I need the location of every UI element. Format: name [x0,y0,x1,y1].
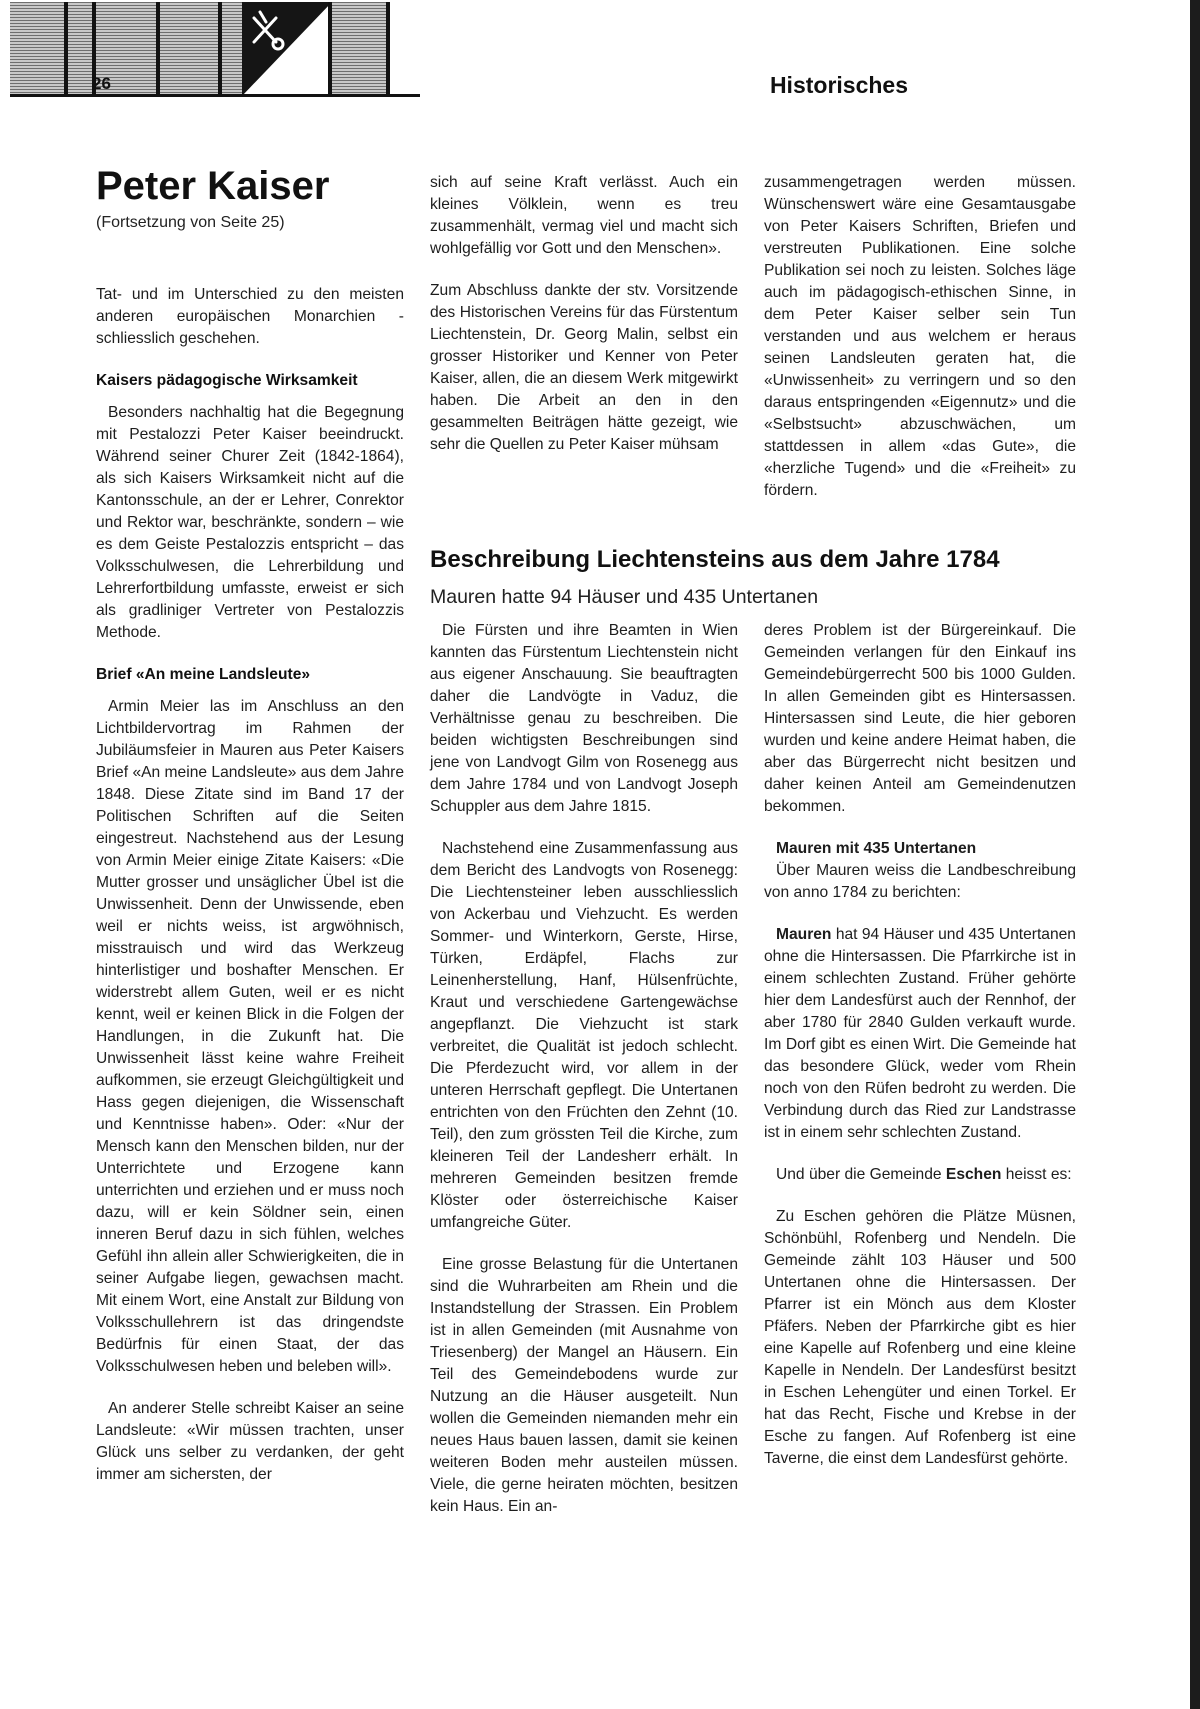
paragraph-brief: Armin Meier las im Anschluss an den Lichtbildervortrag im Rahmen der Jubiläumsfeier in Mauren aus Peter Kaisers Brief «An meine Landsleute» aus dem Jahre 1848. Diese Zitate sind im Band 17 der Politischen Schriften auf die Seiten eingestreut. Nachstehend aus der Lesung von Armin Meier einige Zitate Kaisers: «Die Mutter grosser und unsäglicher Übel ist die Unwissenheit. Denn der Unwissende, eben weil er nichts weiss, ist argwöhnisch, misstrauisch und wird das Werkzeug hinterlistiger und boshafter Menschen. Er widerstrebt allem Guten, weil er es nicht kennt, weil er keinen Blick in die Folgen der Handlungen, in die Zukunft hat. Die Unwissenheit lässt keine wahre Freiheit aufkommen, sie erzeugt Gleichgültigkeit und Hass gegen diejenigen, die Wissenschaft und Kenntnisse haben». Oder: «Nur der Mensch kann den Menschen bilden, nur der Unterrichtete und Erzogene kann unterrichten und erziehen und er muss noch dazu, will er kein Söldner sein, einen inneren Beruf dazu in sich fühlen, welches Gefühl ihn allein aller Schwierigkeiten, die in seiner Aufgabe liegen, gewachsen macht. Mit einem Wort, eine Anstalt zur Bildung von Volksschullehrern ist das dringendste Bedürfnis für einen Staat, der das Volksschulwesen heben und beleben will». [96,698,404,1375]
section-title: Historisches [769,72,908,98]
paragraph-gesamtausgabe: zusammengetragen werden müssen. Wünschenswert wäre eine Gesamtausgabe von Peter Kaisers Schriften, Briefen und verstreuten Publikationen. Eine solche Publikation sei noch zu leisten. Solches läge auch im pädagogisch-ethischen Sinne, in dem Peter Kaiser selber sein Tun verstanden und aus welchem er heraus seinen Landsleuten geraten hat, die «Unwissenheit» zu verringern und so den daraus entspringenden «Eigennutz» und die «Selbstsucht» abzuschwächen, um stattdessen in allem «das Gute», die «herzliche Tugend» und die «Freiheit» zu fördern. [764,174,1076,499]
eschen-intro-text: Und über die Gemeinde [776,1166,942,1183]
paragraph-paedagogik: Besonders nachhaltig hat die Begegnung mit Pestalozzi Peter Kaiser beeindruckt. Während seiner Churer Zeit (1842-1864), als sich Kaisers Wirksamkeit nicht auf die Kantonsschule, an der er Lehrer, Conrektor und Rektor war, beschränkte, sondern – wie es dem Geiste Pestalozzis entspricht – das Volksschulwesen, die Lehrerbildung und Lehrerfortbildung umfasste, erweist er sich als gradliniger Vertreter von Pestalozzis Methode. [96,404,404,641]
article2-subheadline: Mauren hatte 94 Häuser und 435 Untertanen [430,586,819,608]
intro-paragraph: Tat- und im Unterschied zu den meisten anderen europäischen Monarchien - schliesslich geschehen. [96,286,404,347]
paragraph-eschen-intro [764,1164,1076,1186]
column-middle-bottom [430,620,738,1518]
eschen-intro-end: heisst es: [1005,1166,1072,1183]
article2-headline: Beschreibung Liechtensteins aus dem Jahre 1784 [430,546,1000,573]
paragraph-landbeschreibung: Über Mauren weiss die Landbeschreibung von anno 1784 zu berichten: [764,862,1076,901]
column-right-top [764,172,1076,502]
paragraph-zusammenfassung: Nachstehend eine Zusammenfassung aus dem Bericht des Landvogts von Rosenegg: Die Liechtensteiner leben ausschliesslich von Ackerbau und Viehzucht. Es werden Sommer- und Winterkorn, Gerste, Hirse, Türken, Erdäpfel, Flachs zur Leinenherstellung, Hanf, Hülsenfrüchte, Kraut und verschiedene Gartengewächse angepflanzt. Die Viehzucht ist stark verbreitet, die Qualität ist jedoch schlecht. Die Pferdezucht wird, vor allem in der unteren Herrschaft gepflegt. Die Untertanen entrichten von den Früchten den Zehnt (10. Teil), den zum grössten Teil die Kirche, zum kleineren Teil der Landesherr erhält. In mehreren Gemeinden besitzen fremde Klöster oder österreichische Kaiser umfangreiche Güter. [430,840,738,1231]
header-stripe-block [332,2,386,96]
heading-brief-landsleute: Brief «An meine Landsleute» [96,666,311,683]
paragraph-mauren [764,924,1076,1144]
column-left [96,284,404,1486]
header-stripe-block [10,2,64,96]
paragraph-buergereinkauf: deres Problem ist der Bürgereinkauf. Die Gemeinden verlangen für den Einkauf ins Gemeindebürgerrecht 500 bis 1000 Gulden. In allen Gemeinden gibt es Hintersassen. Hintersassen sind Leute, die hier geboren wurden und keine andere Heimat haben, die aber das Bürgerrecht nicht besitzen und daher keinen Anteil am Gemeindenutzen bekommen. [764,622,1076,815]
paragraph-abschluss: Zum Abschluss dankte der stv. Vorsitzende des Historischen Vereins für das Fürstentum Liechtenstein, Dr. Georg Malin, selbst ein grosser Historiker und Kenner von Peter Kaiser, allen, die an diesem Werk mitgewirkt haben. Die Arbeit an den in den gesammelten Beiträgen hätte gezeigt, wie sehr die Quellen zu Peter Kaiser mühsam [430,282,738,453]
header-stripe-block [160,2,218,96]
paragraph-kraft: sich auf seine Kraft verlässt. Auch ein kleines Völklein, wenn es treu zusammenhält, vermag viel und macht sich wohlgefällig vor Gott und den Menschen». [430,174,738,257]
continuation-note: (Fortsetzung von Seite 25) [96,214,285,231]
eschen-bold: Eschen [945,1166,1002,1183]
mauren-bold: Mauren [776,926,832,943]
paragraph-eschen: Zu Eschen gehören die Plätze Müsnen, Schönbühl, Rofenberg und Nendeln. Die Gemeinde zählt 103 Häuser und 500 Untertanen ohne die Hintersassen. Der Pfarrer ist ein Mönch aus dem Kloster Pfäfers. Neben der Pfarrkirche gibt es hier eine Kapelle auf Rofenberg und eine kleine Kapelle in Nendeln. Der Landesfürst besitzt in Eschen Lehengüter und einen Torkel. Er hat das Recht, Fische und Krebse in der Esche zu fangen. Auf Rofenberg ist eine Taverne, die einst dem Landesfürst gehörte. [764,1208,1076,1467]
scan-edge [1190,0,1200,1709]
header-stripe-block [68,2,92,96]
heading-paedagogische-wirksamkeit: Kaisers pädagogische Wirksamkeit [96,372,358,389]
article-title: Peter Kaiser [96,164,330,208]
crest-icon [242,2,332,96]
header-rule [10,94,420,97]
paragraph-fuersten: Die Fürsten und ihre Beamten in Wien kannten das Fürstentum Liechtenstein nicht aus eigener Anschauung. Sie beauftragten daher die Landvögte in Vaduz, die Verhältnisse genau zu beschreiben. Die beiden wichtigsten Beschreibungen sind jene von Landvogt Gilm von Rosenegg aus dem Jahre 1784 und von Landvogt Joseph Schuppler aus dem Jahre 1815. [430,622,738,815]
page-number: 26 [92,74,111,93]
mauren-text: hat 94 Häuser und 435 Untertanen ohne die Hintersassen. Die Pfarrkirche ist in einem schlechten Zustand. Früher gehörte hier dem Landesfürst auch der Rennhof, der aber 1780 für 2840 Gulden verkauft wurde. Im Dorf gibt es einen Wirt. Die Gemeinde hat das besondere Glück, weder vom Rhein noch von den Rüfen bedroht zu werden. Die Verbindung durch das Ried zur Landstrasse ist in einem sehr schlechten Zustand. [764,926,1076,1141]
column-right-bottom [764,620,1076,1470]
header-band [10,0,410,96]
column-middle-top [430,172,738,456]
subheading-mauren: Mauren mit 435 Untertanen [776,840,977,857]
paragraph-belastung: Eine grosse Belastung für die Untertanen sind die Wuhrarbeiten am Rhein und die Instandstellung der Strassen. Ein Problem ist in allen Gemeinden (mit Ausnahme von Triesenberg) der Mangel an Häusern. Ein Teil des Gemeindebodens wurde zur Nutzung an die Häuser ausgeteilt. Nun wollen die Gemeinden niemanden mehr ein neues Haus bauen lassen, damit sie keinen weiteren Boden mehr austeilen müssen. Viele, die gerne heiraten möchten, besitzen kein Haus. Ein an- [430,1256,738,1515]
header-stripe-block [222,2,242,96]
paragraph-andere-stelle: An anderer Stelle schreibt Kaiser an seine Landsleute: «Wir müssen trachten, unser Glück uns selber zu verdanken, der geht immer am sichersten, der [96,1400,404,1483]
header-divider [386,2,390,96]
